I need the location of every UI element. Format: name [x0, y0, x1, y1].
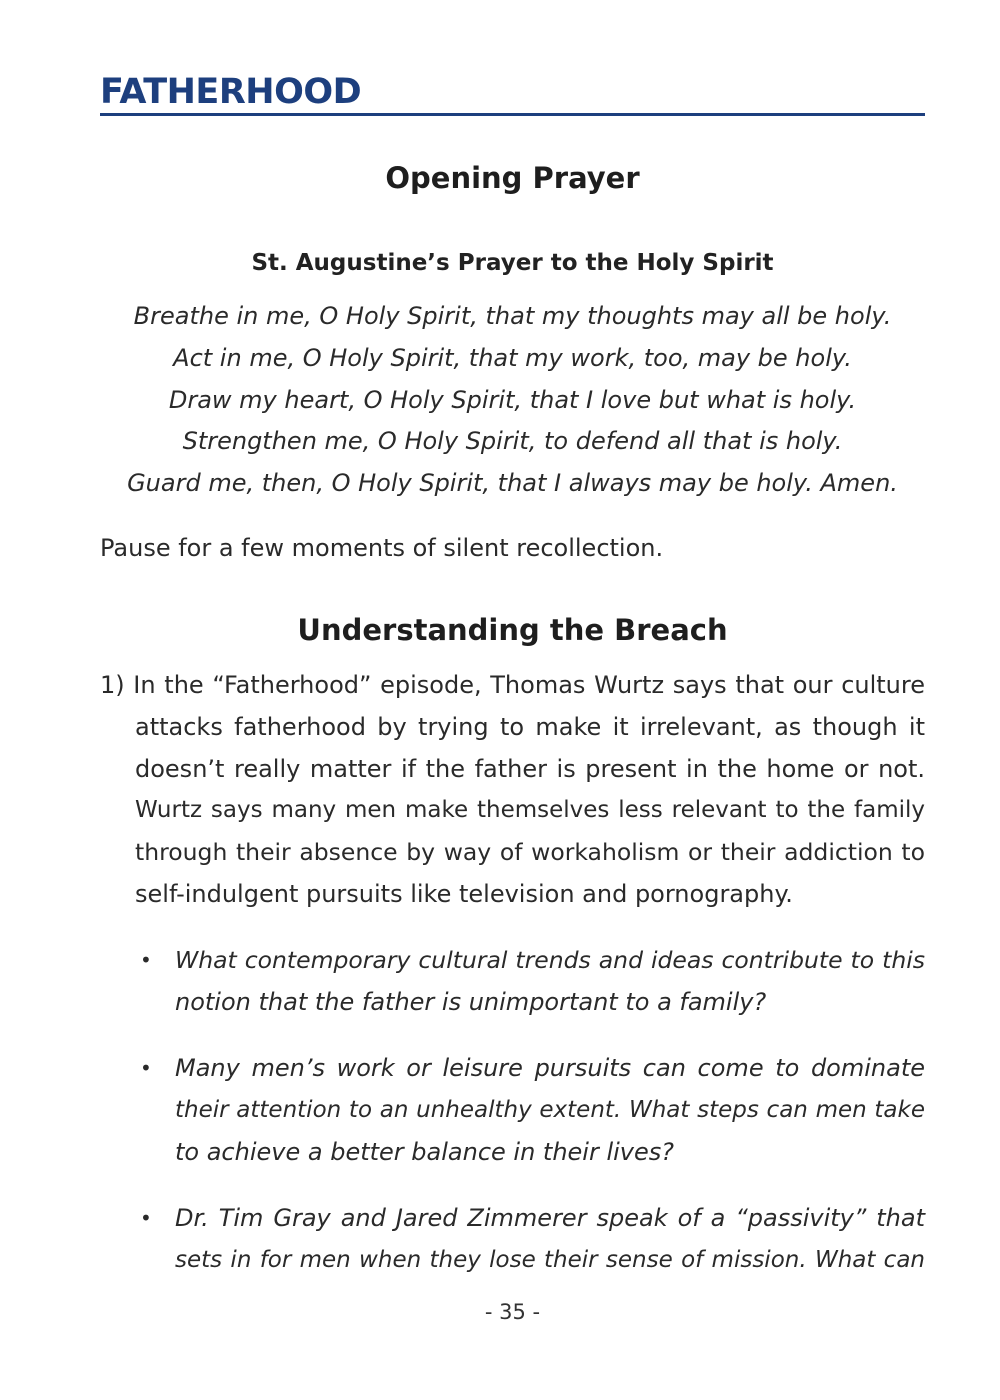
question-line: 1) In the “Fatherhood” episode, Thomas Wurtz says that our culture [100, 671, 925, 699]
question-line: Wurtz says many men make themselves less relevant to the family [135, 797, 925, 824]
prayer-line: Guard me, then, O Holy Spirit, that I always may be holy. Amen. [127, 469, 898, 498]
bullet-text [175, 940, 925, 1024]
header-divider [100, 113, 925, 116]
prayer-title: St. Augustine’s Prayer to the Holy Spirit [251, 250, 774, 276]
prayer-text [100, 296, 925, 505]
document-page [100, 0, 925, 1400]
bullet-line: What contemporary cultural trends and ideas contribute to this [175, 946, 925, 974]
bullet-line: their attention to an unhealthy extent. What steps can men take [175, 1096, 925, 1123]
discussion-question-1 [100, 665, 925, 916]
prayer-line: Breathe in me, O Holy Spirit, that my thoughts may all be holy. [133, 302, 892, 330]
bullet-icon: • [140, 1056, 152, 1080]
document-header-title: FATHERHOOD [100, 72, 362, 112]
bullet-line: Dr. Tim Gray and Jared Zimmerer speak of a “passivity” that [175, 1204, 925, 1232]
prayer-line: Draw my heart, O Holy Spirit, that I love but what is holy. [168, 385, 857, 414]
bullet-line: Many men’s work or leisure pursuits can come to dominate [175, 1054, 925, 1082]
bullet-icon: • [140, 948, 152, 972]
pause-instruction: Pause for a few moments of silent recollection. [100, 534, 664, 562]
section-heading-opening-prayer: Opening Prayer [385, 161, 640, 195]
section-heading-understanding-breach: Understanding the Breach [297, 613, 728, 647]
bullet-line: to achieve a better balance in their lives? [175, 1137, 675, 1166]
question-line: attacks fatherhood by trying to make it irrelevant, as though it [135, 712, 925, 741]
bullet-icon: • [140, 1206, 152, 1230]
bullet-text [175, 1198, 925, 1282]
question-line: through their absence by way of workaholism or their addiction to [135, 838, 925, 867]
prayer-line: Strengthen me, O Holy Spirit, to defend all that is holy. [182, 427, 843, 456]
bullet-text [175, 1048, 925, 1173]
bullet-line: sets in for men when they lose their sense of mission. What can [175, 1246, 925, 1273]
page-number: - 35 - [484, 1300, 541, 1324]
question-line: doesn’t really matter if the father is present in the home or not. [135, 754, 925, 783]
bullet-line: notion that the father is unimportant to a family? [175, 987, 767, 1016]
prayer-line: Act in me, O Holy Spirit, that my work, too, may be holy. [173, 343, 852, 372]
question-line: self-indulgent pursuits like television and pornography. [135, 879, 793, 908]
